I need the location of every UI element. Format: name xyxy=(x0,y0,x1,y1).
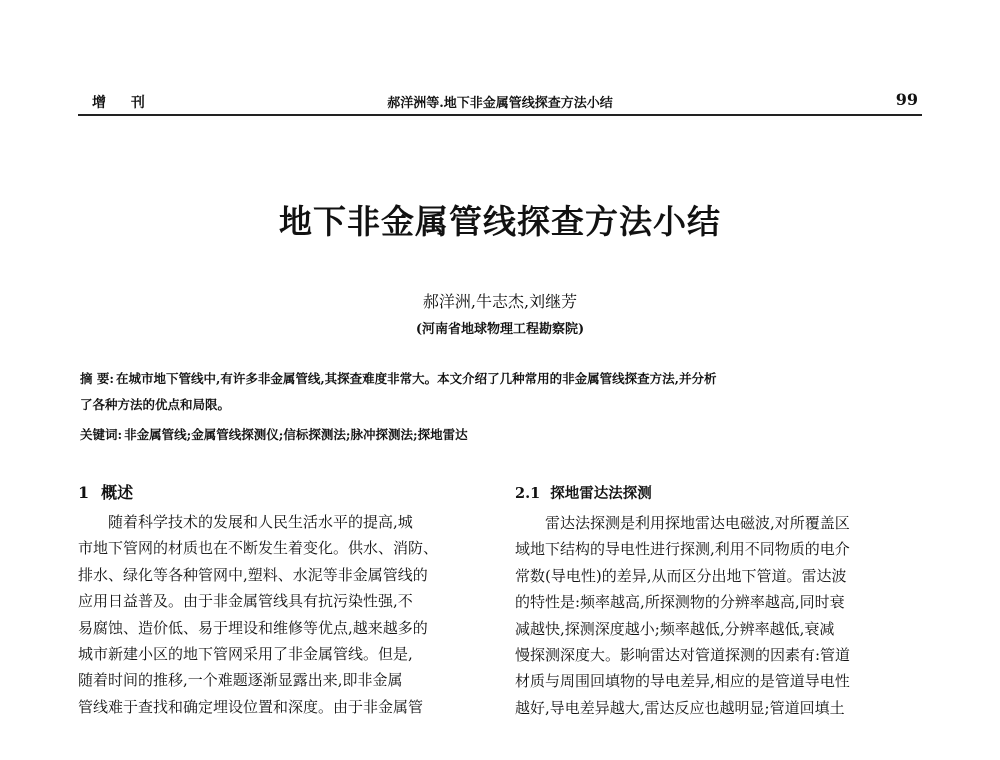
body-line: 管线难于查找和确定埋设位置和深度。由于非金属管 xyxy=(78,697,424,716)
abstract-label: 摘 要: xyxy=(80,371,114,386)
keywords xyxy=(80,425,910,443)
body-line: 市地下管网的材质也在不断发生着变化。供水、消防、 xyxy=(78,539,439,558)
body-line: 排水、绿化等各种管网中,塑料、水泥等非金属管线的 xyxy=(78,565,428,584)
abstract-text-1: 在城市地下管线中,有许多非金属管线,其探查难度非常大。本文介绍了几种常用的非金属管线探查方法,并分析 xyxy=(115,371,717,386)
section-2-1-heading xyxy=(515,482,920,503)
paper-title: 地下非金属管线探查方法小结 xyxy=(279,202,721,241)
abstract-text-2: 了各种方法的优点和局限。 xyxy=(80,397,231,412)
header-running-title: 郝洋洲等.地下非金属管线探查方法小结 xyxy=(387,96,613,111)
body-line: 随着科学技术的发展和人民生活水平的提高,城 xyxy=(108,513,413,531)
body-line: 易腐蚀、造价低、易于埋设和维修等优点,越来越多的 xyxy=(78,618,428,637)
right-column xyxy=(515,480,920,721)
body-line: 城市新建小区的地下管网采用了非金属管线。但是, xyxy=(78,644,413,663)
left-column xyxy=(78,480,483,720)
body-line: 常数(导电性)的差异,从而区分出地下管道。雷达波 xyxy=(515,566,847,585)
abstract-line-2 xyxy=(80,392,910,418)
body-line: 慢探测深度大。影响雷达对管道探测的因素有:管道 xyxy=(515,645,851,664)
section-1-title: 概述 xyxy=(101,483,134,502)
body-line: 应用日益普及。由于非金属管线具有抗污染性强,不 xyxy=(78,592,413,611)
keywords-text: 非金属管线;金属管线探测仪;信标探测法;脉冲探测法;探地雷达 xyxy=(124,427,468,442)
body-line: 域地下结构的导电性进行探测,利用不同物质的电介 xyxy=(515,540,850,559)
section-2-1-number: 2.1 xyxy=(515,485,541,502)
section-2-1-title: 探地雷达法探测 xyxy=(550,485,652,502)
section-1-heading xyxy=(78,480,483,503)
section-1-number: 1 xyxy=(78,483,90,502)
affiliation: (河南省地球物理工程勘察院) xyxy=(415,322,585,337)
body-line: 随着时间的推移,一个难题逐渐显露出来,即非金属 xyxy=(78,671,403,690)
body-line: 材质与周围回填物的导电差异,相应的是管道导电性 xyxy=(515,672,850,691)
keywords-label: 关键词: xyxy=(80,427,123,442)
page-number: 99 xyxy=(895,90,918,109)
authors: 郝洋洲,牛志杰,刘继芳 xyxy=(422,292,578,311)
header-issue-label: 增 刊 xyxy=(92,95,155,111)
abstract-line-1 xyxy=(80,366,910,392)
running-header xyxy=(78,88,922,116)
body-line: 的特性是:频率越高,所探测物的分辨率越高,同时衰 xyxy=(515,593,845,612)
body-line: 减越快,探测深度越小;频率越低,分辨率越低,衰减 xyxy=(515,619,835,638)
body-line: 雷达法探测是利用探地雷达电磁波,对所覆盖区 xyxy=(545,514,850,532)
body-line: 越好,导电差异越大,雷达反应也越明显;管道回填土 xyxy=(515,698,845,717)
